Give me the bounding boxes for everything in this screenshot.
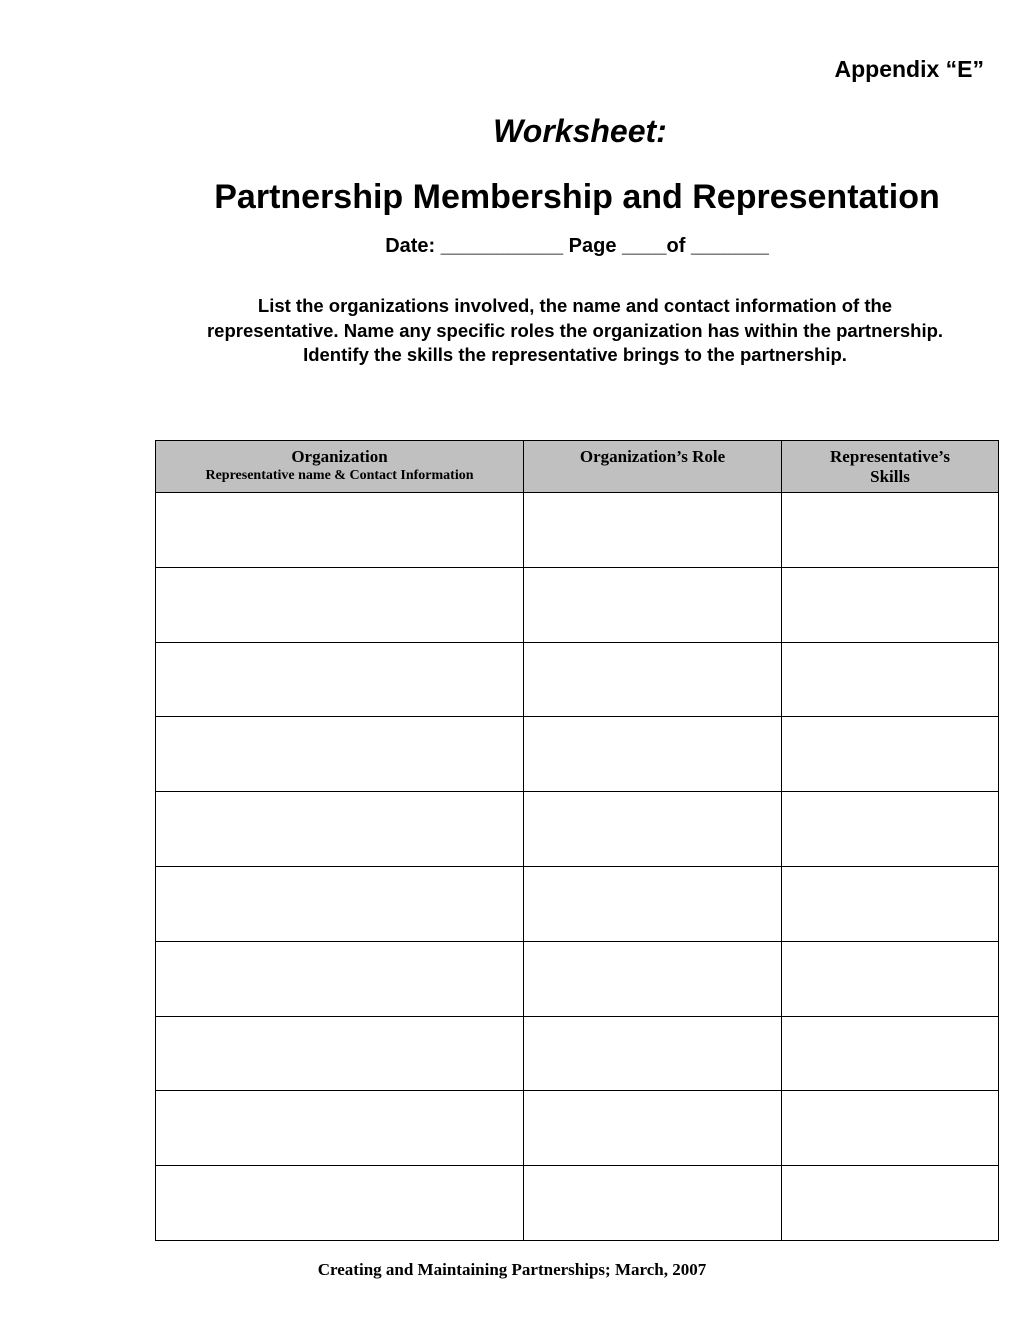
skills-cell[interactable] <box>782 567 999 642</box>
role-cell[interactable] <box>524 1166 782 1241</box>
table-row <box>156 1091 999 1166</box>
organization-cell[interactable] <box>156 1091 524 1166</box>
role-cell[interactable] <box>524 866 782 941</box>
skills-column-header <box>782 441 999 493</box>
organization-cell[interactable] <box>156 792 524 867</box>
organization-header-label: Organization <box>291 447 388 466</box>
skills-cell[interactable] <box>782 866 999 941</box>
table-row <box>156 493 999 568</box>
organization-column-header <box>156 441 524 493</box>
organization-cell[interactable] <box>156 567 524 642</box>
role-cell[interactable] <box>524 1091 782 1166</box>
table-row <box>156 642 999 717</box>
footer-text <box>0 1260 1024 1280</box>
skills-header-line1: Representative’s <box>830 447 950 466</box>
skills-cell[interactable] <box>782 717 999 792</box>
organization-cell[interactable] <box>156 866 524 941</box>
organization-header-sublabel: Representative name & Contact Information <box>205 468 474 483</box>
table-row <box>156 1166 999 1241</box>
table-row <box>156 717 999 792</box>
role-cell[interactable] <box>524 642 782 717</box>
worksheet-table <box>155 440 999 1241</box>
instructions-text: List the organizations involved, the name and contact information of the representative. Name any specific roles the organization has within the partnership. Identify the skills the representative brings to the partnership. <box>206 295 944 365</box>
organization-cell[interactable] <box>156 941 524 1016</box>
page-title: Partnership Membership and Representation <box>214 178 940 216</box>
skills-cell[interactable] <box>782 1016 999 1091</box>
role-column-header <box>524 441 782 493</box>
organization-cell[interactable] <box>156 1016 524 1091</box>
skills-cell[interactable] <box>782 1091 999 1166</box>
organization-cell[interactable] <box>156 493 524 568</box>
footer-label: Creating and Maintaining Partnerships; March, 2007 <box>317 1260 707 1279</box>
role-cell[interactable] <box>524 792 782 867</box>
table-row <box>156 567 999 642</box>
role-cell[interactable] <box>524 493 782 568</box>
skills-cell[interactable] <box>782 493 999 568</box>
table-header-row <box>156 441 999 493</box>
date-page-line: Date: ___________ Page ____of _______ <box>385 235 769 257</box>
organization-cell[interactable] <box>156 717 524 792</box>
table-row <box>156 941 999 1016</box>
skills-cell[interactable] <box>782 642 999 717</box>
appendix-label: Appendix “E” <box>834 56 984 82</box>
organization-cell[interactable] <box>156 1166 524 1241</box>
table-row <box>156 866 999 941</box>
role-cell[interactable] <box>524 941 782 1016</box>
skills-cell[interactable] <box>782 941 999 1016</box>
role-cell[interactable] <box>524 567 782 642</box>
table-body <box>156 493 999 1241</box>
table-row <box>156 1016 999 1091</box>
role-cell[interactable] <box>524 717 782 792</box>
role-header-label: Organization’s Role <box>579 447 726 466</box>
skills-header-line2: Skills <box>870 467 910 486</box>
worksheet-title: Worksheet: <box>493 113 667 149</box>
organization-cell[interactable] <box>156 642 524 717</box>
table-row <box>156 792 999 867</box>
skills-cell[interactable] <box>782 792 999 867</box>
role-cell[interactable] <box>524 1016 782 1091</box>
skills-cell[interactable] <box>782 1166 999 1241</box>
